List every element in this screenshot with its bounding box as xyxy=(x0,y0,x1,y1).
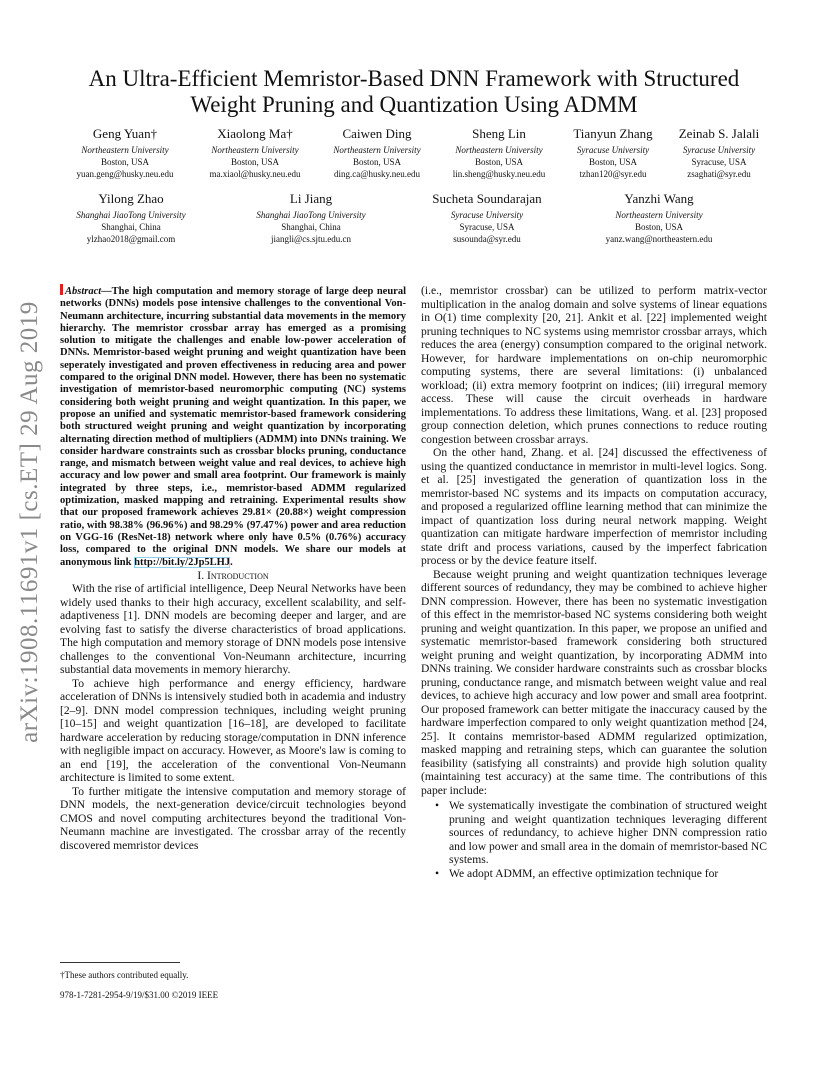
author-email: ding.ca@husky.neu.edu xyxy=(334,169,420,179)
author-affiliation: Syracuse University xyxy=(576,145,650,155)
footnote-rule xyxy=(60,962,180,963)
author-location: Syracuse, USA xyxy=(691,157,747,167)
author-name: Yanzhi Wang xyxy=(624,191,694,206)
list-item: • We systematically investigate the combination of structured weight pruning and weight quantization techniques leveraging different sources of redundancy, to achieve higher DNN compression ratio and low power and small area in the domain of memristor-based NC systems. xyxy=(421,799,767,867)
author-name: Yilong Zhao xyxy=(98,191,164,206)
paper-title: An Ultra-Efficient Memristor-Based DNN Framework with Structured Weight Pruning and Quantization Using ADMM xyxy=(88,66,740,117)
copyright-line: 978-1-7281-2954-9/19/$31.00 ©2019 IEEE xyxy=(60,990,219,1000)
author-affiliation: Northeastern University xyxy=(211,145,299,155)
author-name: Caiwen Ding xyxy=(342,126,412,141)
author-affiliation: Northeastern University xyxy=(81,145,169,155)
contribution-list xyxy=(421,799,767,880)
author-email: jiangli@cs.sjtu.edu.cn xyxy=(270,234,352,244)
author-location: Shanghai, China xyxy=(281,222,341,232)
abstract-lead: Abstract xyxy=(65,286,102,297)
author-affiliation: Shanghai JiaoTong University xyxy=(256,210,366,220)
author-block xyxy=(236,189,386,245)
author-block xyxy=(558,124,668,180)
paragraph: (i.e., memristor crossbar) can be utilized to perform matrix-vector multiplication in the analog domain and solve systems of linear equations in O(1) time complexity [20, 21]. Ankit et al. [22] implemented weight pruning techniques to NC systems using memristor crossbar arrays, which reduces the area (energy) consumption compared to the original network. However, for hardware implementations on on-chip neuromorphic computing systems, there are several limitations: (i) unbalanced workload; (ii) extra memory footprint on indices; (iii) irregural memory access. These will cause the circuit overheads in hardware implementations. To address these limitations, Wang. et al. [23] proposed group connection deletion, which prunes connections to reduce routing congestion between crossbar arrays. xyxy=(421,284,767,446)
author-email: yanz.wang@northeastern.edu xyxy=(605,234,713,244)
author-email: tzhan120@syr.edu xyxy=(579,169,647,179)
author-block xyxy=(56,189,206,245)
author-affiliation: Northeastern University xyxy=(455,145,543,155)
arxiv-stamp: arXiv:1908.11691v1 [cs.ET] 29 Aug 2019 xyxy=(16,301,43,743)
abstract xyxy=(60,284,406,569)
right-column xyxy=(421,284,767,880)
author-email: lin.sheng@husky.neu.edu xyxy=(452,169,546,179)
paragraph: To achieve high performance and energy efficiency, hardware acceleration of DNNs is intensively studied both in academia and industry [2–9]. DNN model compression techniques, including weight pruning [10–15] and weight quantization [16–18], are developed to facilitate hardware acceleration by reducing storage/computation in DNN inference with negligible impact on accuracy. However, as Moore's law is coming to an end [19], the acceleration of the conventional Von-Neumann architecture is limited to some extent. xyxy=(60,676,406,785)
footnote: †These authors contributed equally. xyxy=(60,970,189,980)
author-block xyxy=(196,124,314,180)
author-email: yuan.geng@husky.neu.edu xyxy=(76,169,174,179)
author-affiliation: Syracuse University xyxy=(450,210,524,220)
author-location: Boston, USA xyxy=(100,157,149,167)
author-name: Geng Yuan† xyxy=(92,126,158,141)
author-email: zsaghati@syr.edu xyxy=(687,169,751,179)
author-block xyxy=(318,124,436,180)
author-name: Li Jiang xyxy=(289,191,333,206)
paragraph: Because weight pruning and weight quantization techniques leverage different sources of redundancy, they may be combined to achieve higher DNN compression. However, there has been no systematic investigation of this effect in the memristor-based NC systems considering both weight pruning and weight quantization. In this paper, we propose an unified and systematic memristor-based framework considering both structured weight pruning and weight quantization, by incorporating ADMM into DNNs training. We consider hardware constraints such as crossbar blocks pruning, conductance range, and mismatch between weight value and real devices, to achieve high accuracy and low power and small area footprint. Our proposed framework can better mitigate the inaccuracy caused by the hardware imperfection compared to only weight quantization method [24, 25]. It contains memristor-based ADMM regularized optimization, masked mapping and retraining steps, which can guarantee the solution feasibility (satisfying all constraints) and provide high solution quality (maintaining test accuracy) at the same time. The contributions of this paper include: xyxy=(421,567,767,797)
author-location: Shanghai, China xyxy=(101,222,161,232)
author-name: Zeinab S. Jalali xyxy=(678,126,760,141)
author-block xyxy=(440,124,558,180)
author-location: Boston, USA xyxy=(352,157,401,167)
annotation-marker xyxy=(60,284,63,295)
author-location: Boston, USA xyxy=(634,222,683,232)
author-block xyxy=(582,189,736,245)
author-location: Boston, USA xyxy=(588,157,637,167)
left-column xyxy=(60,284,406,852)
paragraph: With the rise of artificial intelligence, Deep Neural Networks have been widely used thanks to their high accuracy, excellent scalability, and self-adaptiveness [1]. DNN models are becoming deeper and larger, and are evolving fast to satisfy the diverse characteristics of broad applications. The high computation and memory storage of DNN models pose intensive challenges to the conventional Von-Neumann architecture, incurring substantial data movements in memory hierarchy. xyxy=(60,582,406,677)
author-name: Sheng Lin xyxy=(472,126,526,141)
author-location: Boston, USA xyxy=(474,157,523,167)
author-name: Tianyun Zhang xyxy=(573,126,653,141)
author-name: Xiaolong Ma† xyxy=(217,126,293,141)
author-location: Boston, USA xyxy=(230,157,279,167)
list-item: • We adopt ADMM, an effective optimization technique for xyxy=(421,867,767,881)
author-email: susounda@syr.edu xyxy=(453,234,521,244)
author-block xyxy=(412,189,562,245)
section-heading: I. Introduction xyxy=(197,568,269,582)
abstract-text: —The high computation and memory storage of large deep neural networks (DNNs) models pose intensive challenges to the conventional Von-Neumann architecture, incurring substantial data movements in the memory hierarchy. The memristor crossbar array has emerged as a promising solution to mitigate the challenges and enable low-power acceleration of DNNs. Memristor-based weight pruning and weight quantization have been seperately investigated and proven effectiveness in reducing area and power compared to the original DNN model. However, there has been no systematic investigation of memristor-based neuromorphic computing (NC) systems considering both weight pruning and weight quantization. In this paper, we propose an unified and systematic memristor-based framework considering both structured weight pruning and weight quantization by incorporating alternating direction method of multipliers (ADMM) into DNNs training. We consider hardware constraints such as crossbar blocks pruning, conductance range, and mismatch between weight value and real devices, to achieve high accuracy and low power and small area footprint. Our framework is mainly integrated by three steps, i.e., memristor-based ADMM regularized optimization, masked mapping and retraining. Experimental results show that our proposed framework achieves 29.81× (20.88×) weight compression ratio, with 98.38% (96.96%) and 98.29% (97.47%) power and area reduction on VGG-16 (ResNet-18) network where only have 0.5% (0.76%) accuracy loss, compared to the original DNN models. We share our models at anonymous link xyxy=(60,286,406,568)
paragraph: On the other hand, Zhang. et al. [24] discussed the effectiveness of using the quantized conductance in memristor in multi-level logics. Song. et al. [25] investigated the generation of quantization loss in the memristor-based NC systems and its impacts on computation accuracy, and proposed a regularized offline learning method that can minimize the impact of quantization loss during neural network mapping. Weight quantization can mitigate hardware imperfection of memristor including state drift and process variations, caused by the imperfect fabrication process or by the device feature itself. xyxy=(421,446,767,567)
author-name: Sucheta Soundarajan xyxy=(432,191,542,206)
author-email: ma.xiaol@husky.neu.edu xyxy=(209,169,301,179)
abstract-end: . xyxy=(230,556,233,568)
abstract-link[interactable]: http://bit.ly/2Jp5LHJ xyxy=(134,556,231,568)
author-affiliation: Shanghai JiaoTong University xyxy=(76,210,186,220)
author-email: ylzhao2018@gmail.com xyxy=(86,234,176,244)
author-block xyxy=(66,124,184,180)
author-affiliation: Syracuse University xyxy=(682,145,756,155)
paragraph: To further mitigate the intensive computation and memory storage of DNN models, the next-generation device/circuit technologies beyond CMOS and novel computing architectures beyond the traditional Von-Neumann machine are investigated. The crossbar array of the recently discovered memristor devices xyxy=(60,784,406,852)
author-affiliation: Northeastern University xyxy=(615,210,703,220)
author-affiliation: Northeastern University xyxy=(333,145,421,155)
author-location: Syracuse, USA xyxy=(459,222,515,232)
author-block xyxy=(664,124,774,180)
